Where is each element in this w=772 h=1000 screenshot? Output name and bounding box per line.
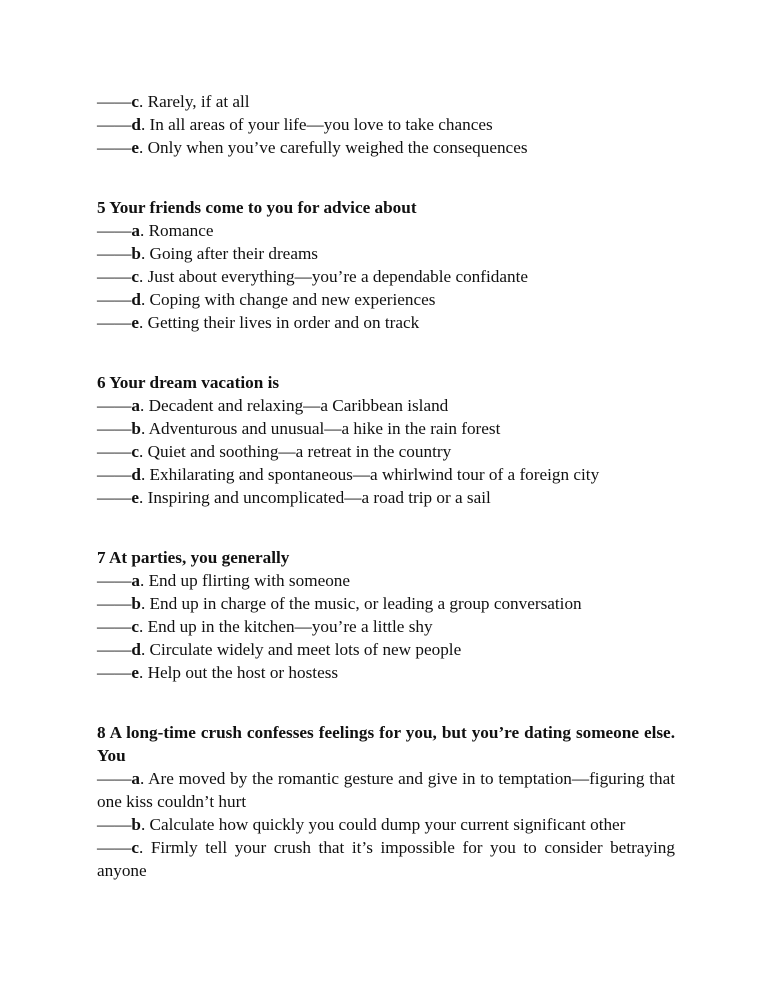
answer-blank: —— [97, 138, 132, 157]
option-b [97, 242, 675, 265]
option-a [97, 394, 675, 417]
question-title: 5 Your friends come to you for advice about [97, 198, 417, 217]
answer-blank: —— [97, 663, 132, 682]
option-d [97, 113, 675, 136]
spacer [97, 159, 675, 196]
answer-blank: —— [97, 221, 132, 240]
option-c [97, 615, 675, 638]
option-text: . Adventurous and unusual—a hike in the rain forest [140, 419, 501, 438]
option-text: . Coping with change and new experiences [140, 290, 436, 309]
option-letter: c [131, 267, 140, 286]
option-text: . End up flirting with someone [139, 571, 351, 590]
answer-blank: —— [97, 313, 132, 332]
spacer [97, 684, 675, 721]
option-letter: a [131, 396, 140, 415]
option-text: . Circulate widely and meet lots of new people [140, 640, 462, 659]
answer-blank: —— [97, 244, 132, 263]
option-letter: a [131, 571, 140, 590]
option-letter: e [131, 488, 140, 507]
answer-blank: —— [97, 267, 132, 286]
option-text: . Rarely, if at all [139, 92, 250, 111]
answer-blank: —— [97, 617, 132, 636]
question-7 [97, 546, 675, 684]
option-letter: e [131, 663, 140, 682]
option-letter: d [131, 290, 141, 309]
option-letter: d [131, 115, 141, 134]
answer-blank: —— [97, 594, 132, 613]
option-c [97, 265, 675, 288]
option-letter: c [131, 442, 140, 461]
option-text: . Exhilarating and spontaneous—a whirlwind tour of a foreign city [140, 465, 600, 484]
spacer [97, 334, 675, 371]
option-letter: a [131, 769, 140, 788]
answer-blank: —— [97, 419, 132, 438]
question-5 [97, 196, 675, 334]
option-letter: c [131, 92, 140, 111]
option-e [97, 486, 675, 509]
answer-blank: —— [97, 442, 132, 461]
option-letter: a [131, 221, 140, 240]
option-a [97, 569, 675, 592]
option-a [97, 219, 675, 242]
option-letter: b [131, 244, 141, 263]
answer-blank: —— [97, 92, 132, 111]
option-d [97, 638, 675, 661]
option-text: . End up in charge of the music, or leading a group conversation [140, 594, 582, 613]
option-d [97, 463, 675, 486]
answer-blank: —— [97, 815, 132, 834]
option-text: . Inspiring and uncomplicated—a road trip or a sail [139, 488, 491, 507]
option-text: . Only when you’ve carefully weighed the consequences [139, 138, 528, 157]
option-b [97, 592, 675, 615]
option-a [97, 767, 675, 813]
option-text: . Are moved by the romantic gesture and give in to temptation—figuring that one kiss couldn’t hurt [97, 769, 675, 811]
answer-blank: —— [97, 838, 132, 857]
option-text: . Calculate how quickly you could dump your current significant other [140, 815, 626, 834]
answer-blank: —— [97, 465, 132, 484]
answer-blank: —— [97, 640, 132, 659]
question-title: 7 At parties, you generally [97, 548, 290, 567]
option-text: . Getting their lives in order and on track [139, 313, 420, 332]
option-text: . Romance [139, 221, 214, 240]
option-text: . Decadent and relaxing—a Caribbean island [139, 396, 449, 415]
answer-blank: —— [97, 769, 132, 788]
option-text: . End up in the kitchen—you’re a little shy [139, 617, 433, 636]
option-text: . Just about everything—you’re a dependable confidante [139, 267, 528, 286]
option-e [97, 136, 675, 159]
option-text: . Quiet and soothing—a retreat in the country [139, 442, 452, 461]
question-6 [97, 371, 675, 509]
option-letter: e [131, 138, 140, 157]
option-text: . Firmly tell your crush that it’s impossible for you to consider betraying anyone [97, 838, 675, 880]
answer-blank: —— [97, 290, 132, 309]
option-letter: b [131, 594, 141, 613]
option-text: . Help out the host or hostess [139, 663, 339, 682]
option-letter: b [131, 419, 141, 438]
option-letter: c [131, 838, 140, 857]
question-title: 6 Your dream vacation is [97, 373, 280, 392]
question-8 [97, 721, 675, 882]
question-4-continuation [97, 90, 675, 159]
answer-blank: —— [97, 571, 132, 590]
option-e [97, 311, 675, 334]
option-e [97, 661, 675, 684]
answer-blank: —— [97, 396, 132, 415]
option-c [97, 440, 675, 463]
option-letter: b [131, 815, 141, 834]
option-letter: d [131, 640, 141, 659]
question-title: 8 A long-time crush confesses feelings for you, but you’re dating someone else. You [97, 723, 675, 765]
option-text: . In all areas of your life—you love to take chances [140, 115, 493, 134]
option-letter: d [131, 465, 141, 484]
option-b [97, 813, 675, 836]
quiz-content [97, 90, 675, 882]
option-letter: e [131, 313, 140, 332]
option-c [97, 836, 675, 882]
answer-blank: —— [97, 115, 132, 134]
option-d [97, 288, 675, 311]
answer-blank: —— [97, 488, 132, 507]
spacer [97, 509, 675, 546]
option-c [97, 90, 675, 113]
option-b [97, 417, 675, 440]
option-letter: c [131, 617, 140, 636]
option-text: . Going after their dreams [140, 244, 318, 263]
